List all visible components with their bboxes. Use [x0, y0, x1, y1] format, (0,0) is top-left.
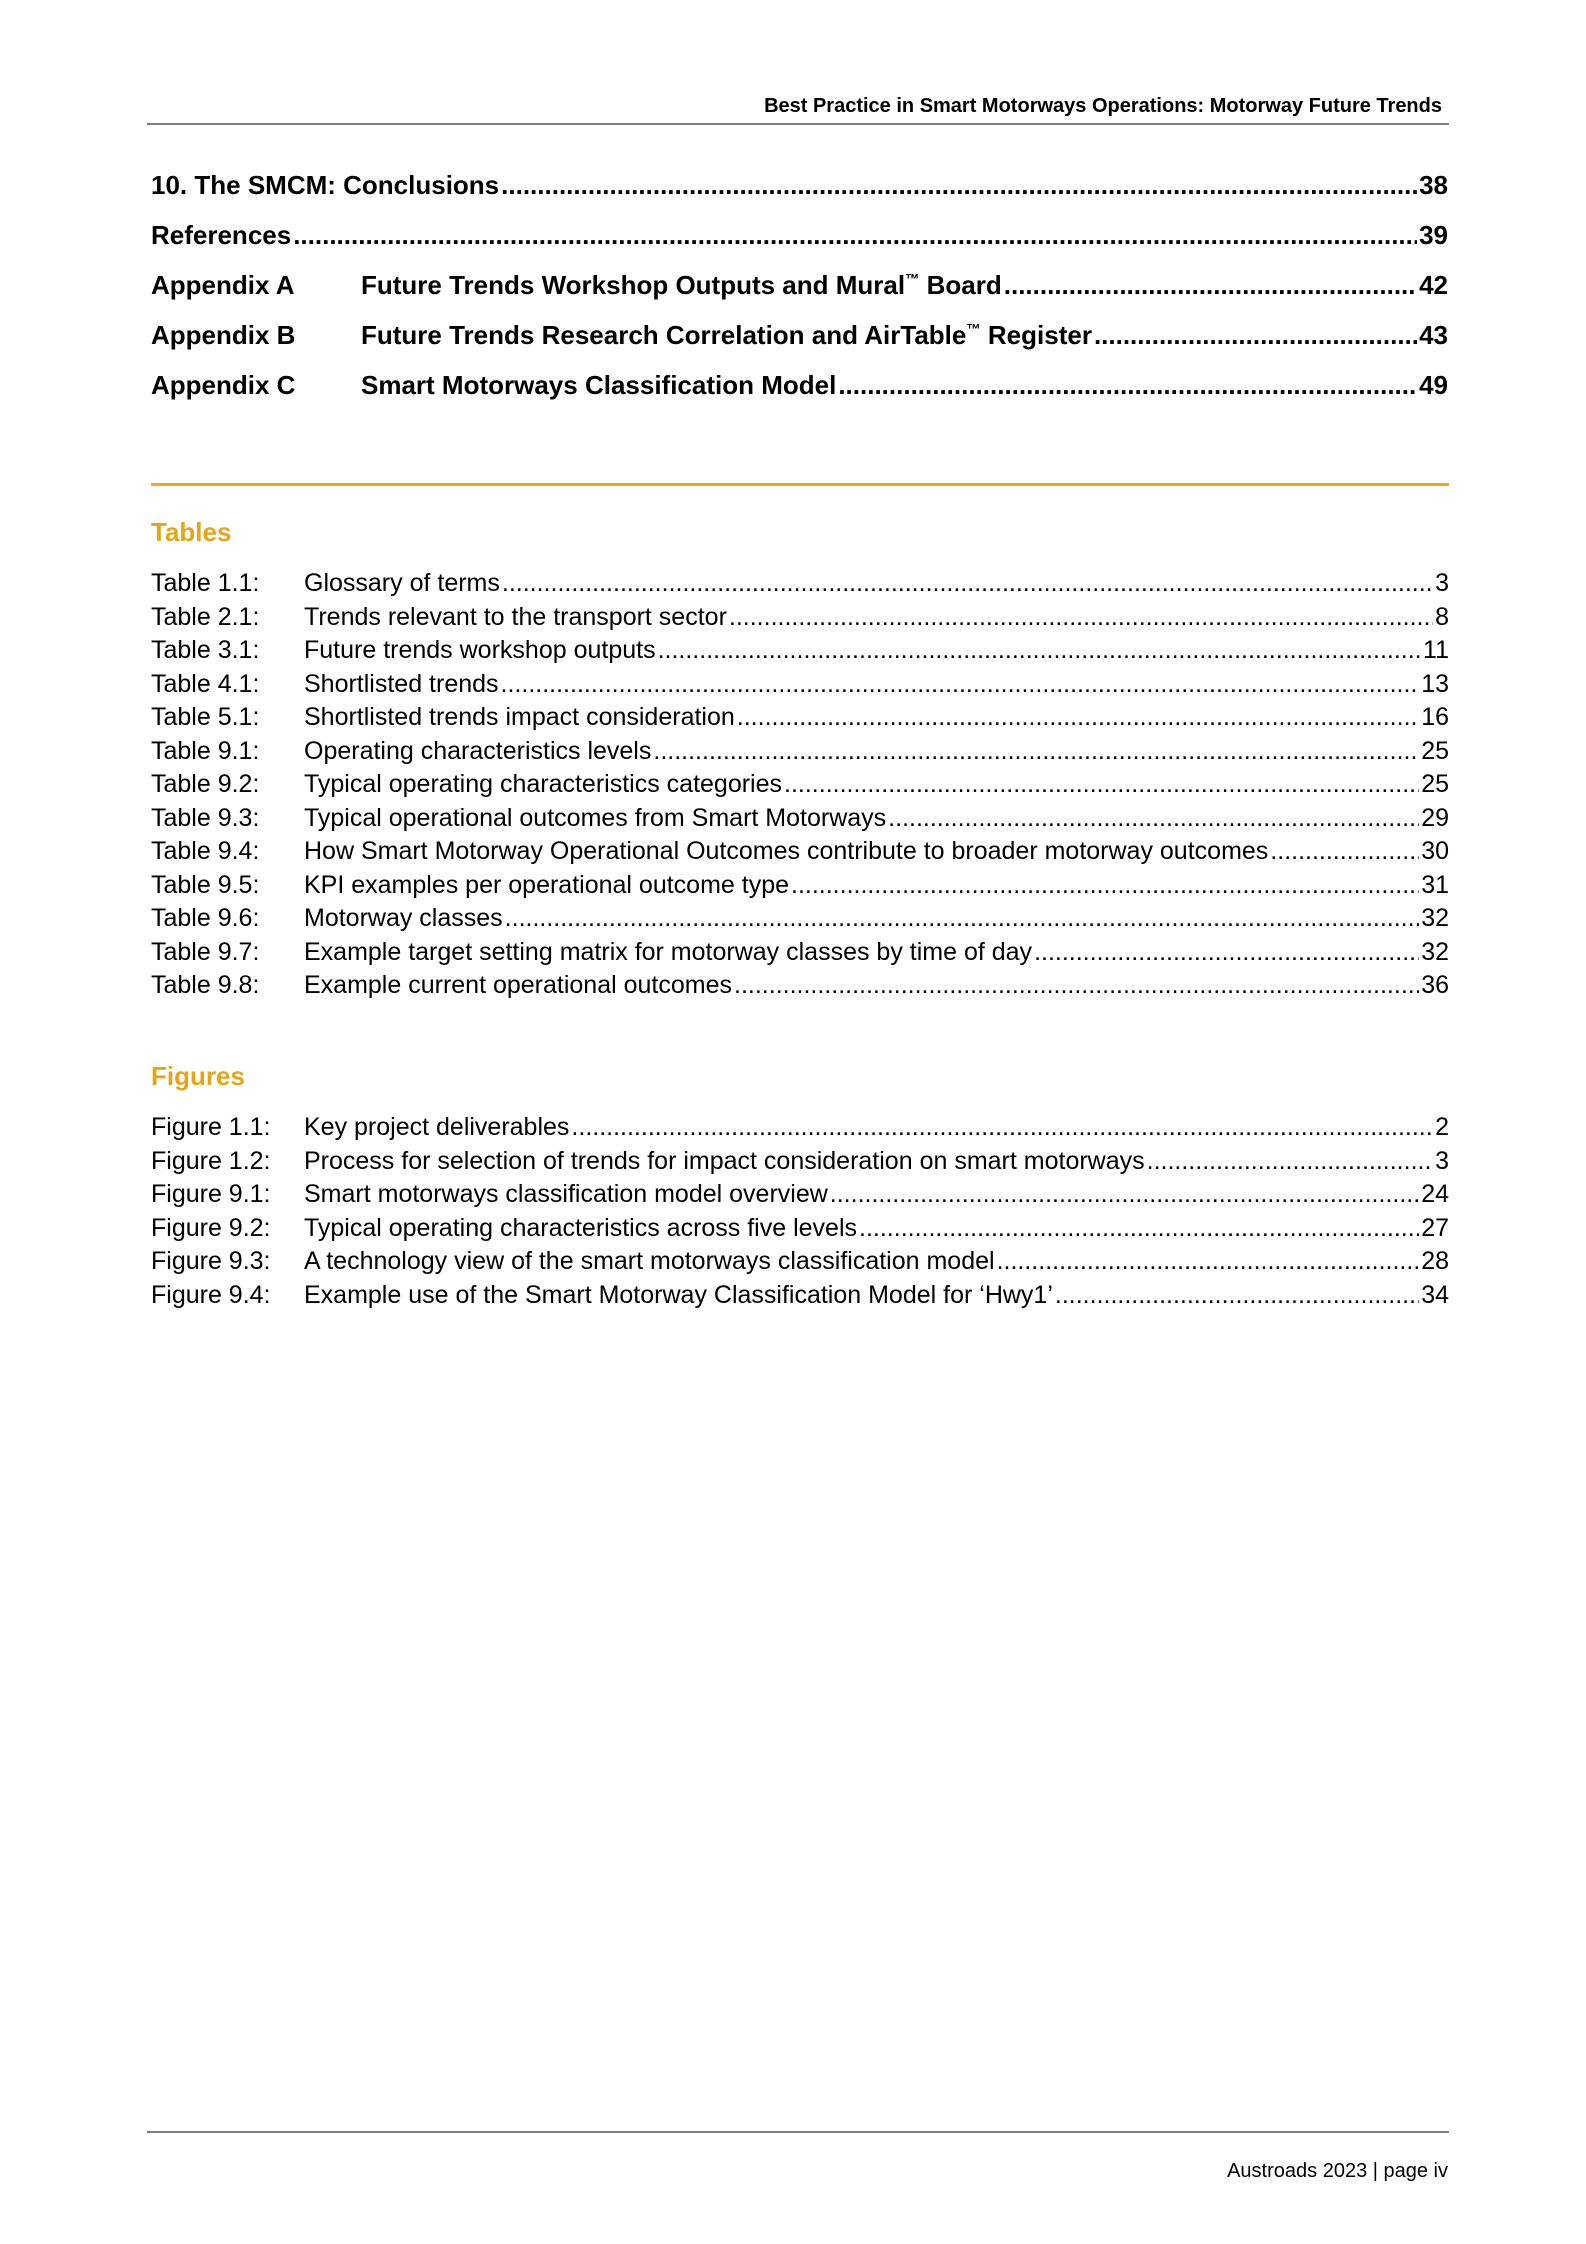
list-entry-title: Glossary of terms	[304, 569, 500, 597]
toc-entry[interactable]	[151, 170, 1448, 220]
list-entry[interactable]	[151, 670, 1449, 704]
figures-list	[151, 1113, 1449, 1314]
toc-entry-page: 38	[1419, 170, 1448, 200]
list-entry-page: 13	[1421, 669, 1449, 698]
list-entry-title: Future trends workshop outputs	[304, 636, 656, 664]
list-entry-page: 27	[1421, 1213, 1449, 1242]
footer-divider	[147, 2131, 1449, 2133]
list-entry-title: Typical operating characteristics across five levels	[304, 1213, 858, 1242]
toc-entry-label: Appendix C	[151, 370, 296, 400]
dot-leader	[505, 904, 1420, 933]
list-entry-page: 3	[1435, 1146, 1449, 1175]
list-entry-page: 25	[1421, 770, 1449, 798]
list-entry-title: Shortlisted trends impact consideration	[304, 703, 735, 731]
dot-leader	[653, 737, 1419, 766]
dot-leader	[888, 804, 1419, 833]
list-entry-page: 24	[1421, 1180, 1449, 1208]
list-entry-page: 32	[1421, 937, 1449, 966]
list-entry-label: Figure 9.1:	[151, 1180, 271, 1208]
list-entry-page: 28	[1421, 1247, 1449, 1275]
toc-entry[interactable]	[151, 370, 1448, 420]
list-entry-title: KPI examples per operational outcome type	[304, 870, 789, 899]
list-entry-title: Key project deliverables	[304, 1113, 570, 1141]
list-entry-title: A technology view of the smart motorways classification model	[304, 1247, 995, 1275]
dot-leader	[501, 670, 1420, 699]
toc-entry-title: Future Trends Research Correlation and AirTable™ Register	[361, 320, 1092, 350]
list-entry[interactable]	[151, 871, 1449, 905]
list-entry-page: 11	[1423, 636, 1449, 664]
dot-leader	[729, 603, 1433, 632]
toc-entry-title: Future Trends Workshop Outputs and Mural™ Board	[361, 270, 1002, 300]
list-entry-page: 31	[1421, 870, 1449, 899]
list-entry[interactable]	[151, 1113, 1449, 1147]
list-entry[interactable]	[151, 703, 1449, 737]
list-entry[interactable]	[151, 971, 1449, 1005]
list-entry[interactable]	[151, 1247, 1449, 1281]
list-entry-label: Table 9.3:	[151, 803, 260, 832]
list-entry-page: 34	[1421, 1280, 1449, 1309]
list-entry[interactable]	[151, 1180, 1449, 1214]
tables-heading: Tables	[151, 517, 232, 547]
toc-entry[interactable]	[151, 220, 1448, 270]
toc-entry[interactable]	[151, 320, 1448, 370]
list-entry[interactable]	[151, 770, 1449, 804]
toc-main-list	[151, 170, 1448, 420]
list-entry-title: Motorway classes	[304, 904, 503, 932]
list-entry-title: Smart motorways classification model overview	[304, 1180, 828, 1208]
list-entry-title: Shortlisted trends	[304, 669, 499, 698]
list-entry-title: Operating characteristics levels	[304, 736, 652, 765]
list-entry[interactable]	[151, 569, 1449, 603]
section-divider	[151, 483, 1449, 486]
list-entry-label: Figure 1.1:	[151, 1113, 271, 1141]
toc-entry-label: Appendix B	[151, 320, 296, 350]
page-footer: Austroads 2023 | page iv	[1227, 2160, 1448, 2182]
list-entry-page: 29	[1421, 803, 1449, 832]
list-entry-label: Table 9.4:	[151, 837, 260, 865]
dot-leader	[1034, 938, 1419, 967]
list-entry-title: Process for selection of trends for impact consideration on smart motorways	[304, 1146, 1145, 1175]
toc-entry-page: 49	[1419, 370, 1448, 400]
list-entry-label: Table 1.1:	[151, 569, 260, 597]
running-header: Best Practice in Smart Motorways Operations: Motorway Future Trends	[764, 95, 1442, 117]
dot-leader	[859, 1214, 1419, 1243]
dot-leader	[997, 1247, 1420, 1276]
list-entry[interactable]	[151, 904, 1449, 938]
dot-leader	[1055, 1281, 1419, 1310]
dot-leader	[293, 220, 1417, 251]
dot-leader	[658, 636, 1421, 665]
dot-leader	[1094, 320, 1417, 351]
list-entry-title: Example use of the Smart Motorway Classification Model for ‘Hwy1’	[304, 1280, 1053, 1309]
dot-leader	[784, 770, 1419, 799]
list-entry[interactable]	[151, 804, 1449, 838]
list-entry-title: Typical operating characteristics categories	[304, 770, 783, 798]
list-entry[interactable]	[151, 837, 1449, 871]
list-entry-title: Typical operational outcomes from Smart Motorways	[304, 803, 887, 832]
toc-entry-page: 42	[1419, 270, 1448, 300]
list-entry-label: Table 9.2:	[151, 770, 260, 798]
list-entry-page: 2	[1435, 1113, 1449, 1141]
list-entry-label: Figure 1.2:	[151, 1146, 271, 1175]
dot-leader	[737, 703, 1419, 732]
list-entry[interactable]	[151, 1281, 1449, 1315]
list-entry-title: How Smart Motorway Operational Outcomes contribute to broader motorway outcomes	[304, 837, 1269, 865]
list-entry-page: 36	[1421, 971, 1449, 999]
dot-leader	[501, 170, 1417, 201]
toc-entry-page: 39	[1419, 220, 1448, 250]
list-entry-label: Table 4.1:	[151, 669, 260, 698]
list-entry[interactable]	[151, 636, 1449, 670]
header-divider	[147, 123, 1449, 125]
dot-leader	[1270, 837, 1419, 866]
dot-leader	[502, 569, 1433, 598]
list-entry-page: 8	[1435, 602, 1449, 631]
toc-entry-label: 10. The SMCM: Conclusions	[151, 170, 500, 200]
dot-leader	[830, 1180, 1419, 1209]
list-entry-label: Table 2.1:	[151, 602, 260, 631]
list-entry[interactable]	[151, 603, 1449, 637]
list-entry-title: Example current operational outcomes	[304, 971, 733, 999]
list-entry-page: 3	[1435, 569, 1449, 597]
list-entry-label: Table 9.1:	[151, 736, 260, 765]
dot-leader	[791, 871, 1419, 900]
dot-leader	[1004, 270, 1417, 301]
list-entry-label: Table 5.1:	[151, 703, 260, 731]
list-entry-page: 30	[1421, 837, 1449, 865]
list-entry-label: Figure 9.4:	[151, 1280, 271, 1309]
toc-entry-page: 43	[1419, 320, 1448, 350]
list-entry[interactable]	[151, 737, 1449, 771]
list-entry-label: Figure 9.3:	[151, 1247, 271, 1275]
list-entry[interactable]	[151, 1214, 1449, 1248]
list-entry-label: Figure 9.2:	[151, 1213, 271, 1242]
list-entry-title: Trends relevant to the transport sector	[304, 602, 727, 631]
dot-leader	[838, 370, 1417, 401]
dot-leader	[734, 971, 1419, 1000]
list-entry-label: Table 9.8:	[151, 971, 260, 999]
list-entry-label: Table 9.7:	[151, 937, 260, 966]
toc-entry-label: Appendix A	[151, 270, 295, 300]
list-entry[interactable]	[151, 1147, 1449, 1181]
list-entry-label: Table 3.1:	[151, 636, 260, 664]
list-entry-title: Example target setting matrix for motorway classes by time of day	[304, 937, 1033, 966]
list-entry[interactable]	[151, 938, 1449, 972]
toc-entry-title: Smart Motorways Classification Model	[361, 370, 837, 400]
list-entry-page: 32	[1421, 904, 1449, 932]
list-entry-label: Table 9.5:	[151, 870, 260, 899]
list-entry-label: Table 9.6:	[151, 904, 260, 932]
dot-leader	[1147, 1147, 1433, 1176]
tables-list	[151, 569, 1449, 1005]
toc-entry-label: References	[151, 220, 292, 250]
figures-heading: Figures	[151, 1061, 245, 1091]
dot-leader	[571, 1113, 1433, 1142]
toc-entry[interactable]	[151, 270, 1448, 320]
list-entry-page: 16	[1421, 703, 1449, 731]
list-entry-page: 25	[1421, 736, 1449, 765]
